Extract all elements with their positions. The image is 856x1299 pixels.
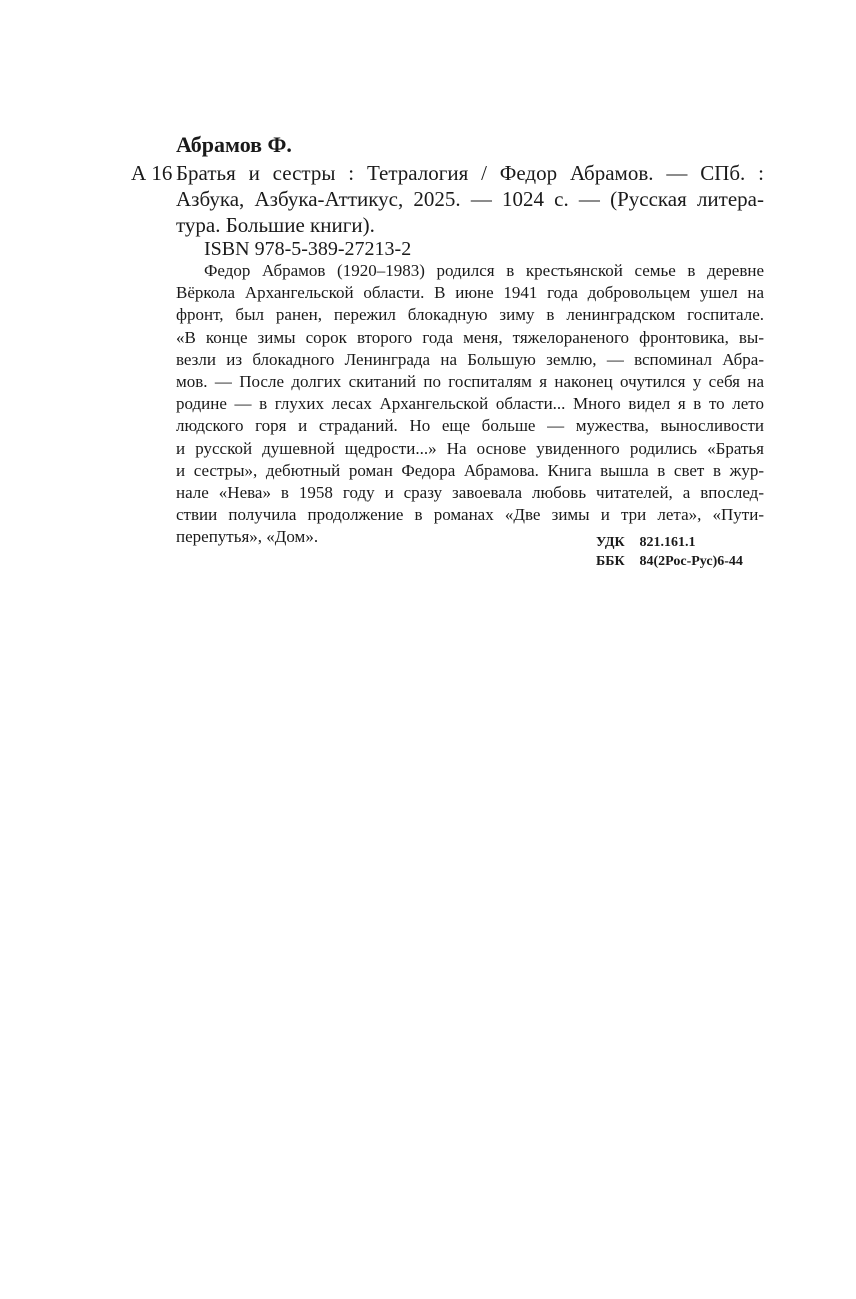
annotation-line: ствии получила продолжение в романах «Две зимы и три лета», «Пути- [176, 505, 764, 525]
udk-label: УДК [596, 535, 625, 550]
annotation-line: родине — в глухих лесах Архангельской области... Много видел я в то лето [176, 394, 764, 414]
annotation-line: Федор Абрамов (1920–1983) родился в крестьянской семье в деревне [204, 261, 764, 280]
annotation-line: «В конце зимы сорок второго года меня, тяжелораненого фронтовика, вы- [176, 327, 764, 347]
annotation-line: везли из блокадного Ленинграда на Большую землю, — вспоминал Абра- [176, 349, 764, 369]
annotation-line: и русской душевной щедрости...» На основе увиденного родились «Братья [176, 438, 764, 458]
annotation-line: перепутья», «Дом». [176, 527, 319, 547]
bibliographic-description [176, 160, 764, 238]
isbn: ISBN 978-5-389-27213-2 [204, 238, 412, 260]
udk-value: 821.161.1 [639, 535, 696, 550]
bbk-label: ББК [596, 554, 625, 569]
annotation-line: фронт, был ранен, пережил блокадную зиму в ленинградском госпитале. [176, 305, 764, 325]
classification-code: А 16 [131, 161, 173, 185]
bbk-value: 84(2Рос-Рус)6-44 [639, 554, 743, 569]
annotation-line: мов. — После долгих скитаний по госпиталям я наконец очутился у себя на [176, 372, 764, 392]
annotation-line: людского горя и страданий. Но еще больше — мужества, выносливости [176, 416, 764, 436]
bibliographic-line: тура. Большие книги). [176, 213, 375, 237]
annotation-line: Вёркола Архангельской области. В июне 1941 года добровольцем ушел на [176, 283, 764, 303]
annotation-line: и сестры», дебютный роман Федора Абрамова. Книга вышла в свет в жур- [176, 460, 764, 480]
annotation [176, 260, 764, 549]
author-heading: Абрамов Ф. [176, 132, 292, 157]
annotation-line: нале «Нева» в 1958 году и сразу завоевала любовь читателей, а впослед- [176, 483, 764, 503]
udk-row [596, 533, 743, 552]
bbk-row [596, 552, 743, 571]
classification-indexes [596, 533, 743, 571]
bibliographic-line: Братья и сестры : Тетралогия / Федор Абрамов. — СПб. : [176, 161, 764, 185]
bibliographic-line: Азбука, Азбука-Аттикус, 2025. — 1024 с. — (Русская литера- [176, 187, 764, 211]
